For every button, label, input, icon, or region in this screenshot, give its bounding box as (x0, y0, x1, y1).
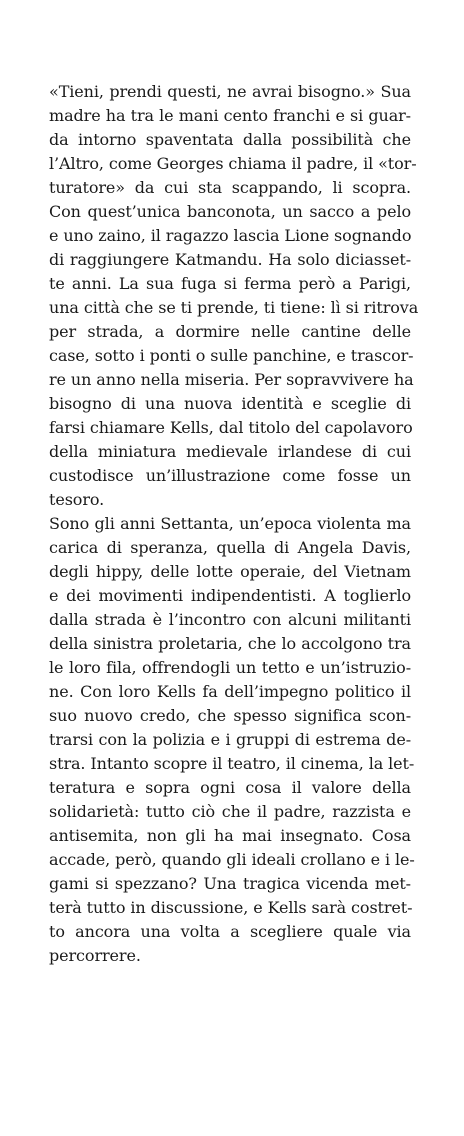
text-line: terà tutto in discussione, e Kells sarà costret- (49, 898, 413, 917)
text-line: di raggiungere Katmandu. Ha solo diciasset- (49, 250, 411, 269)
text-line: suo nuovo credo, che spesso significa scon- (49, 706, 411, 725)
text-line: degli hippy, delle lotte operaie, del Vietnam (49, 562, 411, 581)
text-line: le loro fila, offrendogli un tetto e un’istruzio- (49, 658, 411, 677)
text-line: tesoro. (49, 490, 105, 509)
text-line: case, sotto i ponti o sulle panchine, e trascor- (49, 346, 414, 365)
text-line: custodisce un’illustrazione come fosse un (49, 466, 411, 485)
text-line: da intorno spaventata dalla possibilità che (49, 130, 411, 149)
text-line: percorrere. (49, 946, 141, 965)
text-line: carica di speranza, quella di Angela Davis, (49, 538, 411, 557)
text-line: l’Altro, come Georges chiama il padre, il «tor- (49, 154, 417, 173)
text-line: te anni. La sua fuga si ferma però a Parigi, (49, 274, 411, 293)
paragraph-2 (49, 512, 415, 968)
text-line: una città che se ti prende, ti tiene: lì si ritrova (49, 298, 419, 317)
text-line: e dei movimenti indipendentisti. A toglierlo (49, 586, 411, 605)
paragraph-1 (49, 80, 419, 512)
synopsis-text-block (49, 80, 419, 968)
text-line: antisemita, non gli ha mai insegnato. Cosa (49, 826, 411, 845)
text-line: trarsi con la polizia e i gruppi di estrema de- (49, 730, 411, 749)
text-line: stra. Intanto scopre il teatro, il cinema, la let- (49, 754, 415, 773)
text-line: dalla strada è l’incontro con alcuni militanti (49, 610, 411, 629)
text-line: madre ha tra le mani cento franchi e si guar- (49, 106, 411, 125)
text-line: della sinistra proletaria, che lo accolgono tra (49, 634, 411, 653)
text-line: e uno zaino, il ragazzo lascia Lione sognando (49, 226, 412, 245)
text-line: re un anno nella miseria. Per sopravvivere ha (49, 370, 414, 389)
text-line: gami si spezzano? Una tragica vicenda met- (49, 874, 411, 893)
text-line: farsi chiamare Kells, dal titolo del capolavoro (49, 418, 413, 437)
text-line: «Tieni, prendi questi, ne avrai bisogno.» Sua (49, 82, 411, 101)
text-line: della miniatura medievale irlandese di cui (49, 442, 411, 461)
text-line: per strada, a dormire nelle cantine delle (49, 322, 411, 341)
text-line: ne. Con loro Kells fa dell’impegno politico il (49, 682, 411, 701)
text-line: accade, però, quando gli ideali crollano e i le- (49, 850, 415, 869)
text-line: Con quest’unica banconota, un sacco a pelo (49, 202, 411, 221)
text-line: turatore» da cui sta scappando, li scopra. (49, 178, 411, 197)
text-line: teratura e sopra ogni cosa il valore della (49, 778, 411, 797)
text-line: bisogno di una nuova identità e sceglie di (49, 394, 411, 413)
text-line: to ancora una volta a scegliere quale via (49, 922, 411, 941)
text-line: Sono gli anni Settanta, un’epoca violenta ma (49, 514, 411, 533)
text-line: solidarietà: tutto ciò che il padre, razzista e (49, 802, 411, 821)
